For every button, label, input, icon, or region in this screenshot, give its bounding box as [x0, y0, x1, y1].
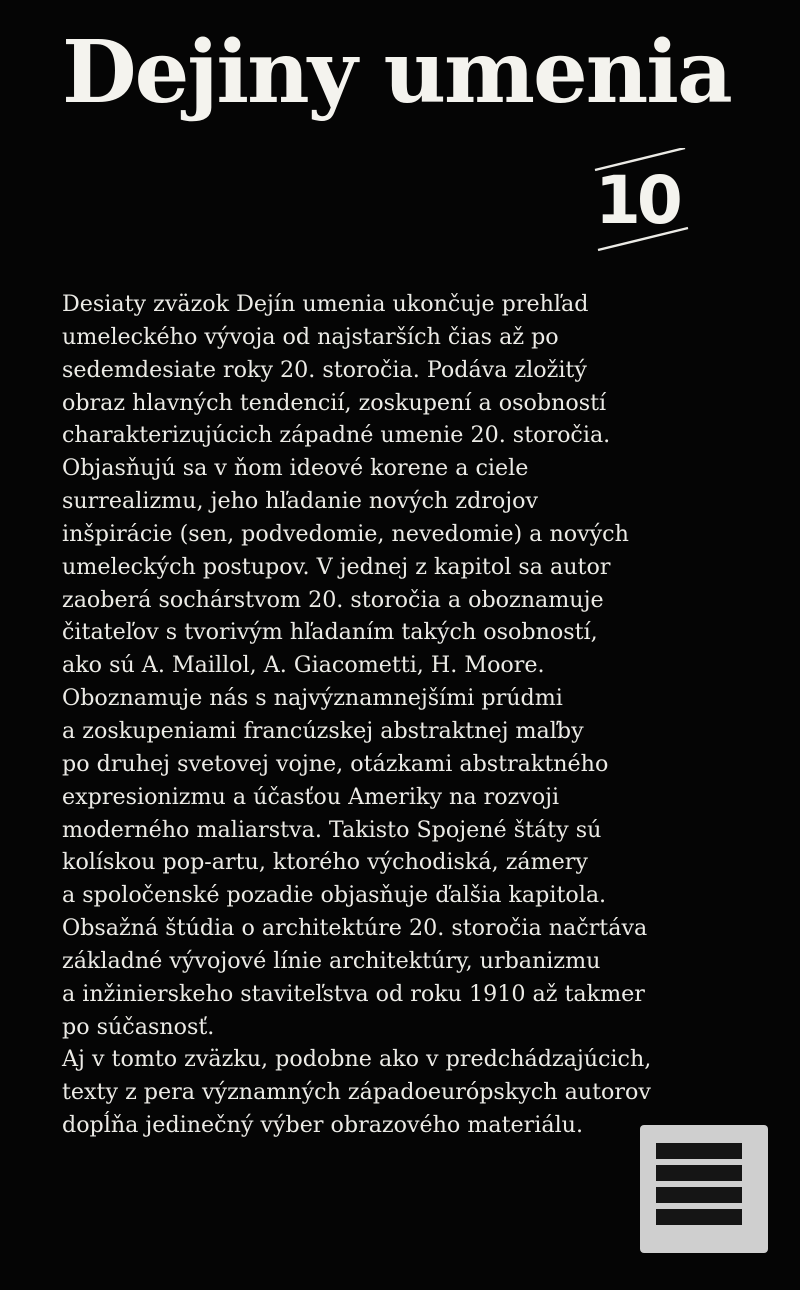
description-line: expresionizmu a účasťou Ameriky na rozvoji [62, 783, 560, 810]
description-line: umeleckého vývoja od najstarších čias až po [62, 323, 559, 350]
description-line: charakterizujúcich západné umenie 20. storočia. [62, 422, 611, 449]
description-line: ako sú A. Maillol, A. Giacometti, H. Moore. [62, 652, 545, 679]
description-line: sedemdesiate roky 20. storočia. Podáva zložitý [62, 356, 587, 383]
description-line: a inžinierskeho staviteľstva od roku 1910 až takmer [62, 980, 645, 1007]
volume-number: 10 [595, 162, 679, 239]
description-line: Oboznamuje nás s najvýznamnejšími prúdmi [62, 685, 563, 712]
publisher-logo [640, 1125, 768, 1253]
description-line: po súčasnosť. [62, 1013, 215, 1040]
publisher-logo-icon [640, 1125, 768, 1253]
description-line: texty z pera významných západoeurópskych autorov [62, 1079, 651, 1106]
description-line: čitateľov s tvorivým hľadaním takých osobností, [62, 619, 598, 646]
volume-number-block [593, 148, 703, 258]
description-line: dopĺňa jedinečný výber obrazového materiálu. [62, 1112, 584, 1139]
description-line: Aj v tomto zväzku, podobne ako v predchádzajúcich, [62, 1046, 652, 1073]
description-line: moderného maliarstva. Takisto Spojené štáty sú [62, 816, 602, 843]
description-line: inšpirácie (sen, podvedomie, nevedomie) a nových [62, 520, 629, 547]
description-line: a spoločenské pozadie objasňuje ďalšia kapitola. [62, 882, 607, 909]
description-line: po druhej svetovej vojne, otázkami abstraktného [62, 750, 609, 777]
description-line: Obsažná štúdia o architektúre 20. storočia načrtáva [62, 915, 648, 942]
description-line: surrealizmu, jeho hľadanie nových zdrojov [62, 488, 539, 515]
description-line: kolískou pop-artu, ktorého východiská, zámery [62, 849, 588, 876]
book-title: Dejiny umenia [62, 22, 731, 123]
description-line: Desiaty zväzok Dejín umenia ukončuje prehľad [62, 291, 589, 317]
description-line: zaoberá sochárstvom 20. storočia a oboznamuje [62, 586, 604, 613]
description-line: základné vývojové línie architektúry, urbanizmu [62, 947, 601, 974]
description-text [62, 288, 762, 1142]
description-line: umeleckých postupov. V jednej z kapitol sa autor [62, 553, 611, 580]
description-line: obraz hlavných tendencií, zoskupení a osobností [62, 389, 607, 416]
description-line: a zoskupeniami francúzskej abstraktnej maľby [62, 717, 584, 744]
description-line: Objasňujú sa v ňom ideové korene a ciele [62, 455, 529, 482]
